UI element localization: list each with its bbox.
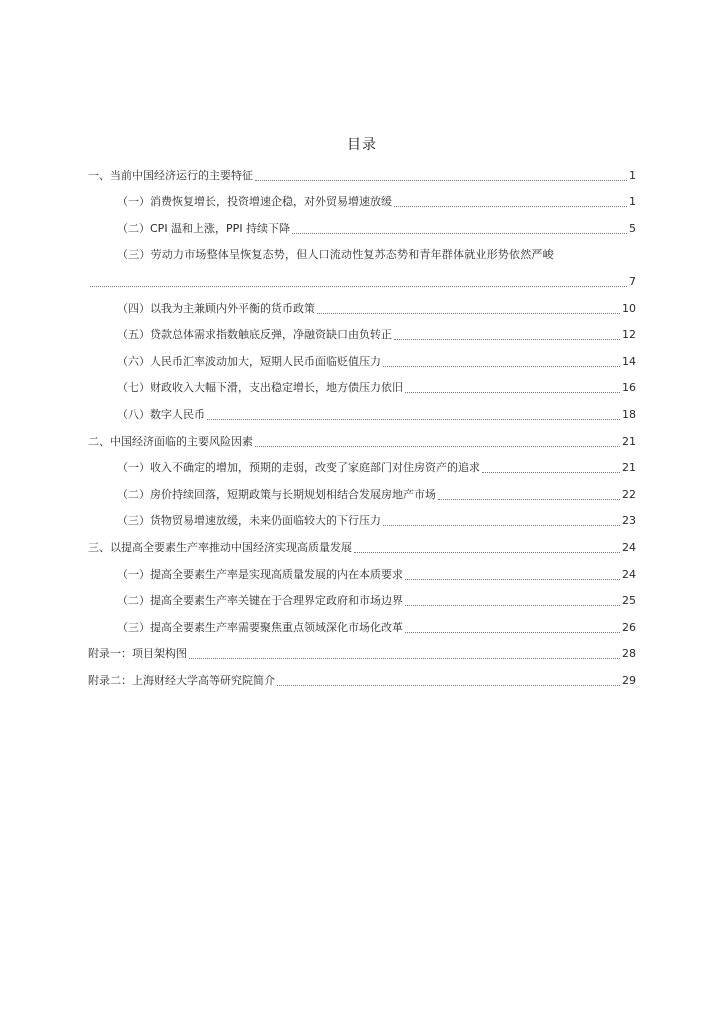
toc-entry-page: 22	[622, 487, 636, 501]
toc-entry-page: 28	[622, 647, 636, 661]
toc-entry[interactable]	[88, 371, 636, 398]
toc-entry-text: （四）以我为主兼顾内外平衡的货币政策	[117, 301, 315, 315]
dot-leader	[394, 206, 627, 207]
toc-entry-text: 三、以提高全要素生产率推动中国经济实现高质量发展	[88, 540, 352, 554]
dot-leader	[277, 685, 620, 686]
toc-entry[interactable]	[88, 185, 636, 212]
toc-entry[interactable]	[88, 530, 636, 557]
toc-entry[interactable]	[88, 424, 636, 451]
toc-entry-text: （七）财政收入大幅下滑，支出稳定增长，地方债压力依旧	[117, 381, 403, 395]
toc-entry-text: （一）提高全要素生产率是实现高质量发展的内在本质要求	[117, 567, 403, 581]
toc-entry-text: （三）货物贸易增速放缓，未来仍面临较大的下行压力	[117, 514, 381, 528]
toc-title: 目录	[347, 137, 377, 153]
toc-entry-page: 16	[622, 381, 636, 395]
dot-leader	[189, 658, 620, 659]
dot-leader	[255, 446, 620, 447]
dot-leader	[405, 579, 620, 580]
toc-entry-text: 附录二：上海财经大学高等研究院简介	[88, 673, 275, 687]
toc-entry[interactable]	[88, 610, 636, 637]
toc-entry-text: （六）人民币汇率波动加大，短期人民币面临贬值压力	[117, 354, 381, 368]
dot-leader	[482, 472, 620, 473]
toc-entry[interactable]	[88, 211, 636, 238]
toc-entry-page: 26	[622, 620, 636, 634]
toc-entry-text: （二）房价持续回落，短期政策与长期规划相结合发展房地产市场	[117, 487, 436, 501]
toc-entry-text: （三）提高全要素生产率需要聚焦重点领域深化市场化改革	[117, 620, 403, 634]
toc-entry[interactable]	[88, 451, 636, 478]
toc-entry-page: 18	[622, 407, 636, 421]
toc-entry-text: （一）收入不确定的增加，预期的走弱，改变了家庭部门对住房资产的追求	[117, 461, 480, 475]
toc-entry-text: （一）消费恢复增长，投资增速企稳，对外贸易增速放缓	[117, 195, 392, 209]
dot-leader	[207, 419, 620, 420]
toc-entry-continuation[interactable]	[88, 264, 636, 291]
dot-leader	[394, 339, 620, 340]
toc-entry[interactable]	[88, 584, 636, 611]
toc-entry[interactable]	[88, 238, 636, 265]
dot-leader	[255, 180, 627, 181]
dot-leader	[317, 313, 620, 314]
dot-leader	[405, 632, 620, 633]
toc-entry-text: （八）数字人民币	[117, 407, 205, 421]
toc-entry-text: （三）劳动力市场整体呈恢复态势，但人口流动性复苏态势和青年群体就业形势依然严峻	[117, 248, 554, 262]
dot-leader	[405, 605, 620, 606]
toc-entry-text: 一、当前中国经济运行的主要特征	[88, 168, 253, 182]
dot-leader	[383, 366, 620, 367]
toc-entry[interactable]	[88, 504, 636, 531]
toc-entry-page: 21	[622, 434, 636, 448]
toc-entry[interactable]	[88, 557, 636, 584]
toc-entry[interactable]	[88, 158, 636, 185]
toc-entry-page: 23	[622, 514, 636, 528]
toc-entry-text: 二、中国经济面临的主要风险因素	[88, 434, 253, 448]
table-of-contents	[88, 158, 636, 690]
toc-entry-page: 1	[629, 195, 636, 209]
toc-entry-page: 1	[629, 168, 636, 182]
toc-entry-page: 14	[622, 354, 636, 368]
dot-leader	[438, 499, 620, 500]
dot-leader	[383, 525, 620, 526]
toc-entry-page: 24	[622, 540, 636, 554]
toc-entry[interactable]	[88, 397, 636, 424]
toc-entry[interactable]	[88, 318, 636, 345]
toc-entry-text: （二）CPI 温和上涨，PPI 持续下降	[117, 221, 291, 235]
toc-entry-page: 24	[622, 567, 636, 581]
toc-entry-page: 25	[622, 594, 636, 608]
toc-entry[interactable]	[88, 477, 636, 504]
toc-entry-page: 10	[622, 301, 636, 315]
toc-entry[interactable]	[88, 291, 636, 318]
toc-entry-page: 5	[629, 221, 636, 235]
dot-leader	[292, 233, 627, 234]
toc-entry-text: （五）贷款总体需求指数触底反弹，净融资缺口由负转正	[117, 328, 392, 342]
toc-entry[interactable]	[88, 663, 636, 690]
toc-entry-page: 12	[622, 328, 636, 342]
dot-leader	[354, 552, 620, 553]
toc-entry-text: （二）提高全要素生产率关键在于合理界定政府和市场边界	[117, 594, 403, 608]
dot-leader	[405, 392, 620, 393]
toc-entry-text: 附录一：项目架构图	[88, 647, 187, 661]
toc-entry-page: 7	[629, 274, 636, 288]
toc-entry-page: 29	[622, 673, 636, 687]
toc-entry[interactable]	[88, 637, 636, 664]
toc-entry[interactable]	[88, 344, 636, 371]
toc-entry-page: 21	[622, 461, 636, 475]
dot-leader	[90, 286, 627, 287]
